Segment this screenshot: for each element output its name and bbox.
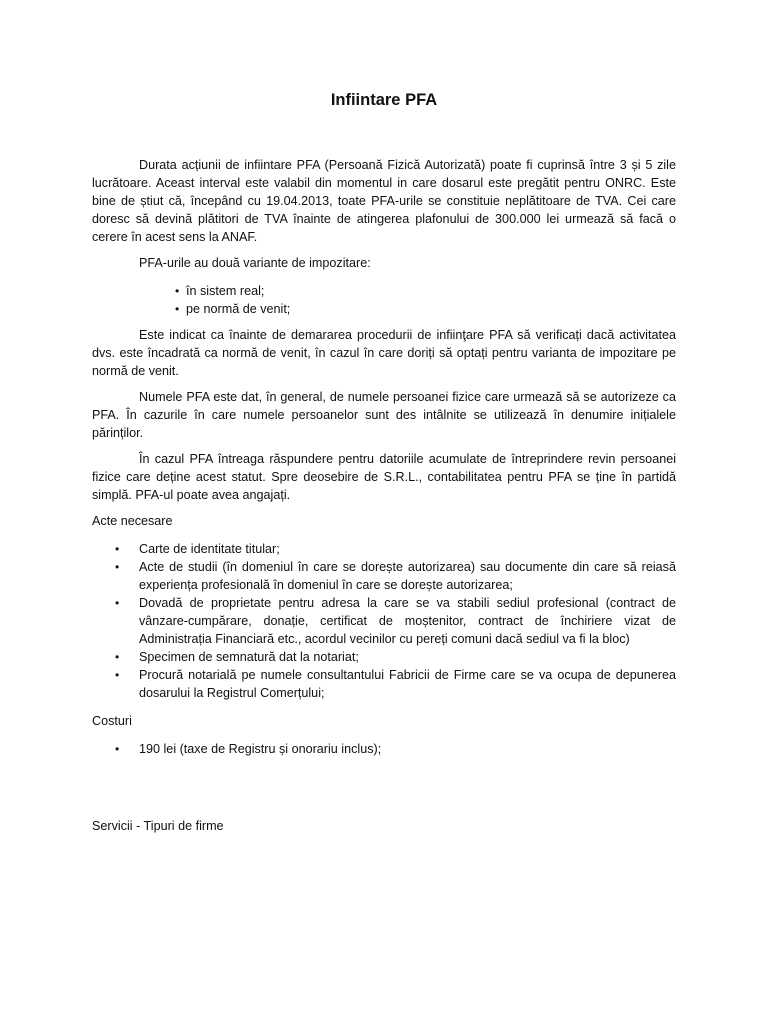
bullet-icon: • [115,560,120,574]
list-item [92,594,676,648]
list-item [92,540,676,558]
required-docs-heading: Acte necesare [92,514,173,528]
document-title: Infiintare PFA [330,91,438,109]
bullet-icon: • [115,650,120,664]
list-item-text: Specimen de semnatură dat la notariat; [139,650,359,664]
bullet-icon: • [115,542,120,556]
list-item [92,666,676,702]
paragraph-duration: Durata acțiunii de infiintare PFA (Persoană Fizică Autorizată) poate fi cuprinsă între 3 și 5 zile lucrătoare. Aceast interval este valabil din momentul in care dosarul este pregătit pentru ONRC. Este bine de știut că, începând cu 19.04.2013, toate PFA-urile se constituie neplătitoare de TVA. Cei care doresc să devină plătitori de TVA înainte de atingerea plafonului de 300.000 lei urmează să facă o cerere în acest sens la ANAF. [92,158,676,244]
list-item-text: Acte de studii (în domeniul în care se dorește autorizarea) sau documente din care să reiasă experiența profesională în domeniul în care se dorește autorizarea; [139,560,676,592]
list-item-text: Carte de identitate titular; [139,542,280,556]
paragraph-liability: În cazul PFA întreaga răspundere pentru datoriile acumulate de întreprindere revin persoanei fizice care deține acest statut. Spre deosebire de S.R.L., contabilitatea pentru PFA se ține în partidă simplă. PFA-ul poate avea angajați. [92,452,676,502]
required-docs-list [92,540,676,702]
list-item [92,740,676,758]
list-item-text: în sistem real; [186,284,265,298]
paragraph-norm-check: Este indicat ca înainte de demararea procedurii de infiinţare PFA să verificați dacă activitatea dvs. este încadrată ca normă de venit, în cazul în care doriți să optați pentru varianta de impozitare pe normă de venit. [92,328,676,378]
list-item [148,282,676,300]
bullet-icon: • [175,284,180,298]
costs-list [92,740,676,758]
list-item-text: 190 lei (taxe de Registru și onorariu inclus); [139,742,382,756]
bullet-icon: • [115,742,120,756]
list-item-text: pe normă de venit; [186,302,291,316]
paragraph-pfa-name: Numele PFA este dat, în general, de numele persoanei fizice care urmează să se autorizeze ca PFA. În cazurile în care numele persoanelor sunt des intâlnite se utilizează în denumire inițialele părinților. [92,390,676,440]
bullet-icon: • [115,668,120,682]
list-item [148,300,676,318]
tax-options-list [92,282,676,318]
list-item [92,648,676,666]
costs-heading: Costuri [92,714,132,728]
bullet-icon: • [175,302,180,316]
bullet-icon: • [115,596,120,610]
footer-links[interactable]: Servicii - Tipuri de firme [92,819,224,833]
list-item-text: Procură notarială pe numele consultantului Fabricii de Firme care se va ocupa de depunerea dosarului la Registrul Comerțului; [139,668,676,700]
list-item-text: Dovadă de proprietate pentru adresa la care se va stabili sediul profesional (contract de vânzare-cumpărare, donație, certificat de moștenitor, contract de închiriere vizat de Administrația Financiară etc., acordul vecinilor cu pereți comuni dacă sediul va fi la bloc) [139,596,676,646]
paragraph-tax-intro: PFA-urile au două variante de impozitare: [139,256,371,270]
list-item [92,558,676,594]
